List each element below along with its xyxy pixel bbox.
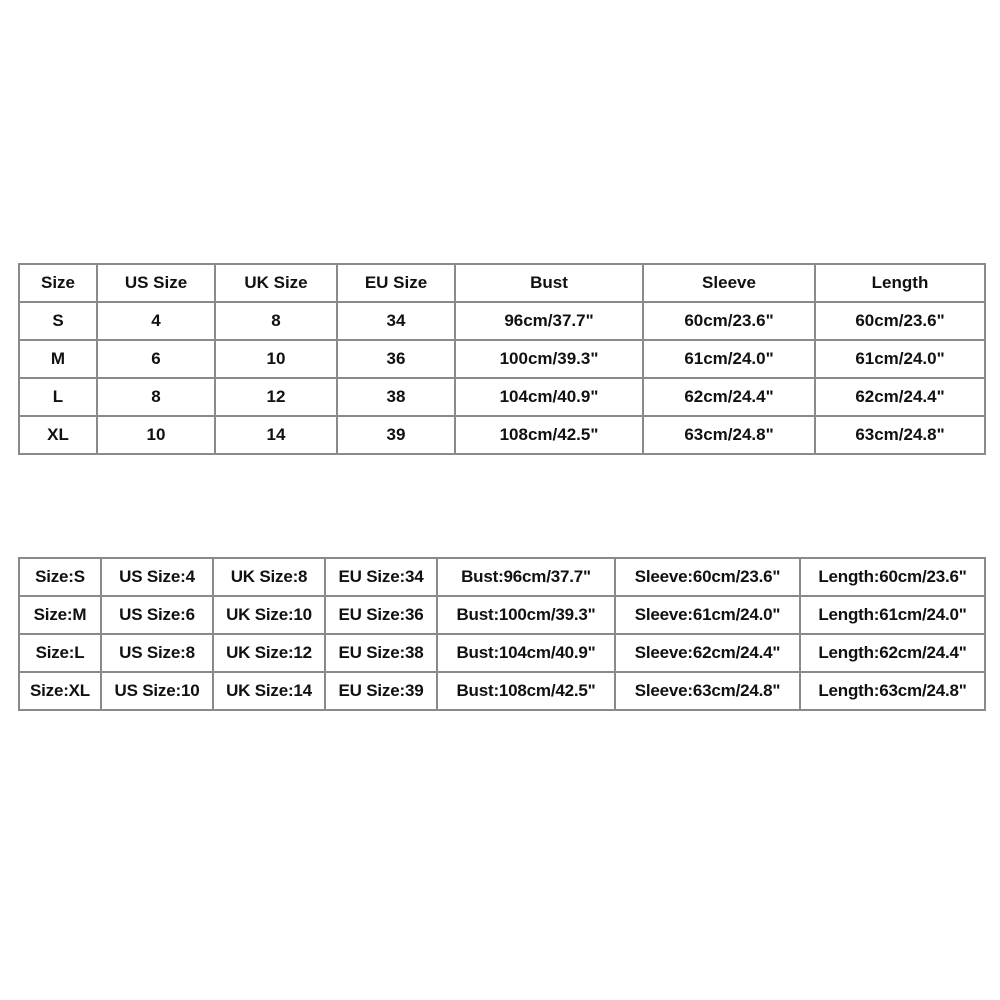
header-cell: EU Size (337, 264, 455, 302)
table-cell: EU Size:38 (325, 634, 437, 672)
table-cell: Sleeve:62cm/24.4" (615, 634, 800, 672)
table-cell: Size:XL (19, 672, 101, 710)
table-cell: 61cm/24.0" (815, 340, 985, 378)
table-cell: Size:M (19, 596, 101, 634)
size-chart-labeled-table (18, 557, 986, 711)
table-cell: US Size:10 (101, 672, 213, 710)
table-cell: 62cm/24.4" (643, 378, 815, 416)
table-cell: 38 (337, 378, 455, 416)
table-cell: 34 (337, 302, 455, 340)
header-cell: Size (19, 264, 97, 302)
table-cell: 10 (97, 416, 215, 454)
table-cell: 4 (97, 302, 215, 340)
table-cell: S (19, 302, 97, 340)
table-cell: US Size:8 (101, 634, 213, 672)
table-row (19, 634, 985, 672)
table-cell: UK Size:12 (213, 634, 325, 672)
table-cell: L (19, 378, 97, 416)
table-cell: 60cm/23.6" (643, 302, 815, 340)
table-cell: 61cm/24.0" (643, 340, 815, 378)
table-cell: 96cm/37.7" (455, 302, 643, 340)
table-cell: Sleeve:60cm/23.6" (615, 558, 800, 596)
table-cell: US Size:6 (101, 596, 213, 634)
table-cell: Bust:108cm/42.5" (437, 672, 615, 710)
table-row (19, 672, 985, 710)
table-row (19, 302, 985, 340)
table-cell: 36 (337, 340, 455, 378)
table-cell: Bust:104cm/40.9" (437, 634, 615, 672)
table-cell: Sleeve:63cm/24.8" (615, 672, 800, 710)
table-row (19, 558, 985, 596)
header-cell: Length (815, 264, 985, 302)
table-cell: 39 (337, 416, 455, 454)
table-cell: Bust:100cm/39.3" (437, 596, 615, 634)
table-cell: 6 (97, 340, 215, 378)
table-cell: EU Size:34 (325, 558, 437, 596)
header-cell: UK Size (215, 264, 337, 302)
table-cell: 60cm/23.6" (815, 302, 985, 340)
table-cell: 63cm/24.8" (643, 416, 815, 454)
table-cell: Size:L (19, 634, 101, 672)
table-cell: 8 (97, 378, 215, 416)
header-cell: US Size (97, 264, 215, 302)
table-cell: Length:63cm/24.8" (800, 672, 985, 710)
header-cell: Sleeve (643, 264, 815, 302)
table-cell: M (19, 340, 97, 378)
table-row (19, 378, 985, 416)
table-cell: EU Size:39 (325, 672, 437, 710)
table-cell: UK Size:8 (213, 558, 325, 596)
table-row (19, 340, 985, 378)
table-cell: UK Size:10 (213, 596, 325, 634)
table-cell: Bust:96cm/37.7" (437, 558, 615, 596)
table-cell: XL (19, 416, 97, 454)
header-cell: Bust (455, 264, 643, 302)
table-header-row (19, 264, 985, 302)
table-cell: Length:61cm/24.0" (800, 596, 985, 634)
table-cell: 104cm/40.9" (455, 378, 643, 416)
table-cell: Size:S (19, 558, 101, 596)
table-row (19, 416, 985, 454)
table-cell: 12 (215, 378, 337, 416)
table-cell: 100cm/39.3" (455, 340, 643, 378)
table-cell: 8 (215, 302, 337, 340)
table-row (19, 596, 985, 634)
table-cell: UK Size:14 (213, 672, 325, 710)
table-cell: 10 (215, 340, 337, 378)
size-chart-table (18, 263, 986, 455)
table-cell: EU Size:36 (325, 596, 437, 634)
table-cell: 14 (215, 416, 337, 454)
table-cell: Length:62cm/24.4" (800, 634, 985, 672)
table-cell: 63cm/24.8" (815, 416, 985, 454)
table-cell: 108cm/42.5" (455, 416, 643, 454)
table-cell: US Size:4 (101, 558, 213, 596)
table-cell: Sleeve:61cm/24.0" (615, 596, 800, 634)
table-cell: Length:60cm/23.6" (800, 558, 985, 596)
table-cell: 62cm/24.4" (815, 378, 985, 416)
